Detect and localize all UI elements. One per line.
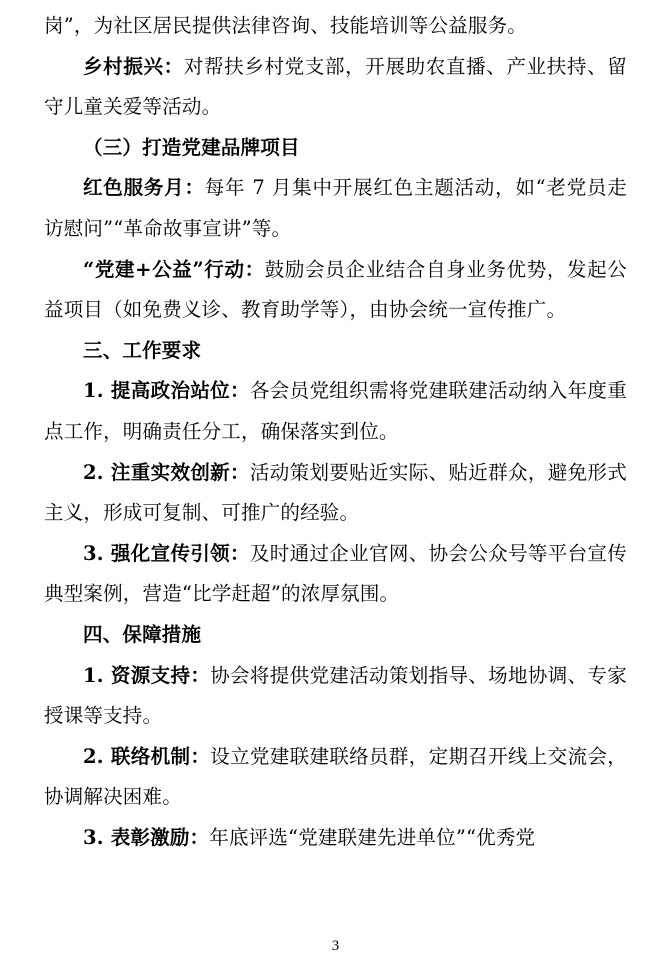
heading-party-brand-project [44,128,627,169]
paragraph-political-stance [44,371,627,452]
paragraph-lead: 3. 表彰激励： [83,825,210,849]
paragraph-lead: 乡村振兴： [83,54,184,78]
paragraph-practical-innovation [44,453,627,534]
page-number: 3 [331,938,340,954]
paragraph-lead: 1. 资源支持： [83,663,211,687]
heading-text: 三、工作要求 [83,338,202,362]
paragraph-party-public-welfare-action [44,250,627,331]
paragraph-publicity-leadership [44,534,627,615]
paragraph-text: 各会员党组织需将党建联建活动纳入年度重点工作，明确责任分工，确保落实到位。 [44,379,627,443]
paragraph-red-service-month [44,168,627,249]
paragraph-lead: 2. 联络机制： [83,744,211,768]
paragraph-text: 鼓励会员企业结合自身业务优势，发起公益项目（如免费义诊、教育助学等），由协会统一宣传推广。 [44,257,627,322]
paragraph-lead: 2. 注重实效创新： [83,460,250,484]
paragraph-text: 设立党建联建联络员群，定期召开线上交流会，协调解决困难。 [44,744,628,809]
paragraph-text: 年底评选“党建联建先进单位”“优秀党 [209,825,536,849]
heading-text: （三）打造党建品牌项目 [83,135,300,159]
paragraph-lead: “党建+公益”行动： [83,257,265,281]
heading-safeguard-measures [44,615,627,656]
paragraph-recognition-incentive [44,818,627,859]
heading-work-requirements [44,331,627,372]
paragraph-text: 协会将提供党建活动策划指导、场地协调、专家授课等支持。 [44,663,628,728]
heading-text: 四、保障措施 [83,622,202,646]
paragraph-continued [44,6,627,47]
paragraph-lead: 1. 提高政治站位： [83,379,250,403]
paragraph-resource-support [44,656,627,737]
paragraph-lead: 红色服务月： [83,176,205,200]
document-body [44,6,627,858]
paragraph-liaison-mechanism [44,737,627,818]
paragraph-text: 及时通过企业官网、协会公众号等平台宣传典型案例，营造“比学赶超”的浓厚氛围。 [44,541,627,606]
paragraph-rural-revitalization [44,47,627,128]
paragraph-text: 活动策划要贴近实际、贴近群众，避免形式主义，形成可复制、可推广的经验。 [44,460,627,525]
paragraph-text: 对帮扶乡村党支部，开展助农直播、产业扶持、留守儿童关爱等活动。 [44,54,627,119]
paragraph-text: 每年 7 月集中开展红色主题活动，如“老党员走访慰问”“革命故事宣讲”等。 [44,176,628,240]
paragraph-text: 岗”，为社区居民提供法律咨询、技能培训等公益服务。 [44,14,527,37]
paragraph-lead: 3. 强化宣传引领： [83,541,250,565]
